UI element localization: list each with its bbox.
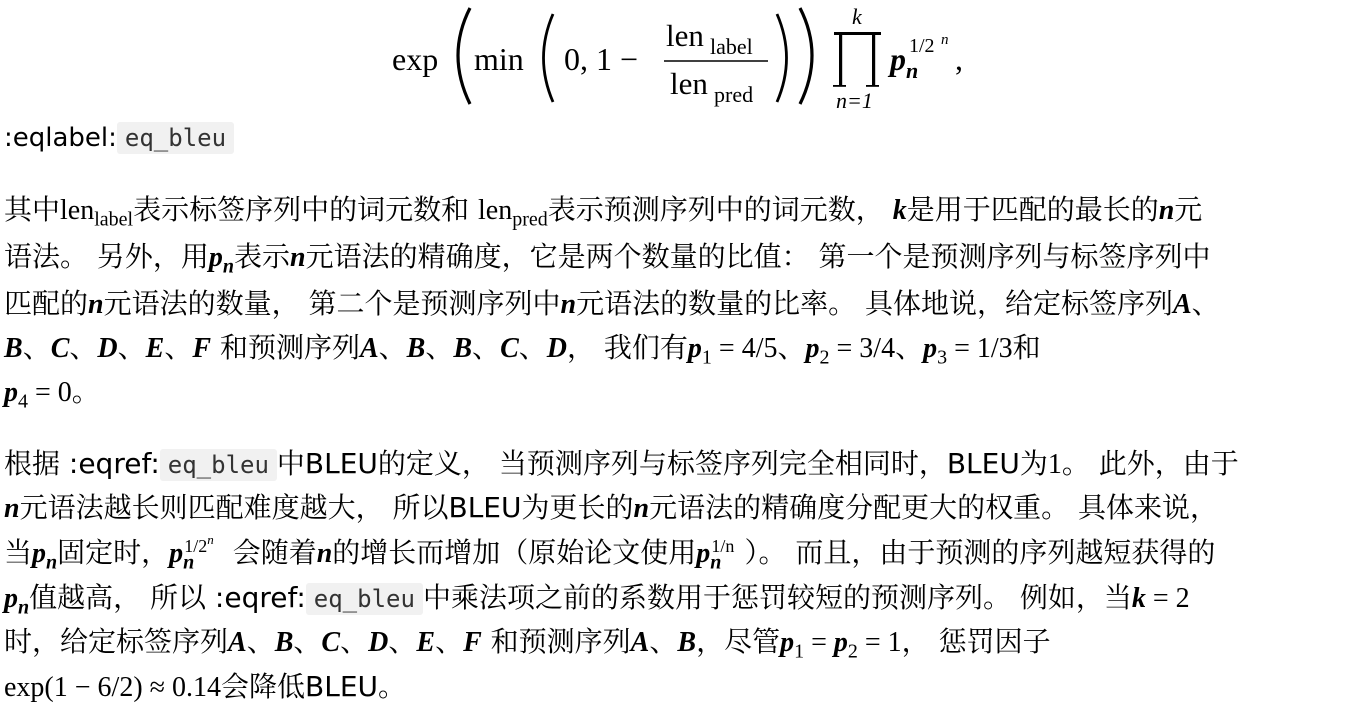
text: 元语法的精确度，它是两个数量的比值： 第一个是预测序列与标签序列中 bbox=[305, 240, 1211, 273]
math-B: B bbox=[4, 333, 23, 364]
math-val: = 4/5 bbox=[711, 333, 778, 364]
math-n: n bbox=[88, 289, 104, 320]
math-p: p bbox=[169, 538, 184, 569]
math-E: E bbox=[416, 627, 436, 658]
sep: 、 bbox=[22, 331, 51, 364]
math-B: B bbox=[453, 333, 473, 364]
text: 元 bbox=[1174, 193, 1203, 226]
text: ， 我们有 bbox=[567, 331, 688, 364]
math-val: = 0 bbox=[28, 377, 72, 408]
p2-line-1 bbox=[4, 447, 1239, 480]
text: 中BLEU的定义， 当预测序列与标签序列完全相同时，BLEU为 bbox=[276, 447, 1048, 480]
sep: 、 bbox=[649, 625, 678, 658]
math-sub: 4 bbox=[18, 390, 28, 413]
text: 语法。 另外，用 bbox=[4, 240, 209, 273]
math-n: n bbox=[290, 242, 306, 273]
sep: 、 bbox=[388, 625, 417, 658]
math-p: p bbox=[4, 583, 18, 614]
math-p: p bbox=[32, 538, 47, 569]
p1-line-1 bbox=[4, 193, 1203, 231]
math-sub: label bbox=[94, 208, 134, 231]
text: 匹配的 bbox=[4, 287, 89, 320]
eqref-code: eq_bleu bbox=[306, 583, 423, 615]
math-val: = 2 bbox=[1145, 583, 1190, 614]
eq-prod-upper: k bbox=[852, 4, 862, 29]
math-B: B bbox=[677, 627, 697, 658]
math-F: F bbox=[463, 627, 482, 658]
sep: 、 bbox=[246, 625, 275, 658]
text: 和预测序列 bbox=[211, 331, 360, 364]
math-sub: n bbox=[222, 255, 235, 278]
text: 根据 :eqref: bbox=[4, 447, 160, 480]
math-p: p bbox=[923, 333, 938, 364]
eq-exp: exp bbox=[392, 41, 439, 77]
math-sub: 2 bbox=[847, 640, 858, 663]
p1-line-5 bbox=[4, 375, 100, 413]
eqlabel-prefix: :eqlabel: bbox=[4, 123, 117, 153]
math-B: B bbox=[406, 333, 426, 364]
eq-den-sub: pred bbox=[714, 82, 754, 107]
text: 、 bbox=[1191, 287, 1220, 320]
eq-comma: , bbox=[955, 41, 963, 77]
math-p: p bbox=[208, 242, 223, 273]
math-sub: n bbox=[183, 551, 195, 574]
math-C: C bbox=[321, 627, 341, 658]
text: 固定时， bbox=[57, 536, 170, 569]
text: ）。 而且，由于预测的序列越短获得的 bbox=[744, 536, 1216, 569]
text: 是用于匹配的最长的 bbox=[906, 193, 1159, 226]
text: ， 惩罚因子 bbox=[901, 625, 1051, 658]
math-p: p bbox=[805, 333, 820, 364]
math-sub: 1 bbox=[794, 640, 805, 663]
text: 和预测序列 bbox=[481, 625, 631, 658]
math-sub: n bbox=[46, 551, 58, 574]
text: 其中 bbox=[4, 193, 61, 226]
math-p: p bbox=[687, 333, 702, 364]
math-D: D bbox=[97, 333, 118, 364]
eqlabel-line bbox=[4, 125, 234, 151]
text: 表示标签序列中的词元数和 bbox=[133, 193, 479, 226]
text: 和 bbox=[1012, 331, 1041, 364]
sep: 、 bbox=[777, 331, 806, 364]
math-n: n bbox=[560, 289, 577, 320]
sep: 、 bbox=[895, 331, 924, 364]
math-n: n bbox=[1158, 195, 1175, 226]
sep: 、 bbox=[69, 331, 98, 364]
p1-line-2 bbox=[4, 240, 1211, 278]
text: 。 此外，由于 bbox=[1061, 447, 1239, 480]
math-k: k bbox=[892, 195, 907, 226]
sep: 、 bbox=[117, 331, 146, 364]
text: 元语法的数量， 第二个是预测序列中 bbox=[103, 287, 561, 320]
math-A: A bbox=[228, 627, 247, 658]
eq-right-paren-outer bbox=[800, 8, 812, 104]
math-p: p bbox=[696, 538, 711, 569]
text: 元语法的精确度分配更大的权重。 具体来说， bbox=[649, 491, 1218, 524]
sep: 、 bbox=[518, 331, 547, 364]
text: 元语法的数量的比率。 具体地说，给定标签序列 bbox=[576, 287, 1173, 320]
sep: 、 bbox=[378, 331, 407, 364]
math-val: = 1/3 bbox=[947, 333, 1013, 364]
math-A: A bbox=[1172, 289, 1192, 320]
text: 元语法越长则匹配难度越大， 所以BLEU为更长的 bbox=[19, 491, 634, 524]
math-sub: 1 bbox=[701, 346, 712, 369]
eq-num-len: len bbox=[666, 18, 704, 53]
math-k: k bbox=[1131, 583, 1146, 614]
math-F: F bbox=[192, 333, 212, 364]
math-p: p bbox=[4, 377, 18, 408]
math-val: = bbox=[804, 627, 834, 658]
eq-min: min bbox=[474, 41, 524, 77]
eq-product-symbol bbox=[833, 32, 881, 87]
math-sup: 1/n bbox=[711, 535, 735, 556]
bleu-equation bbox=[0, 0, 1359, 122]
math-one: 1 bbox=[1047, 449, 1062, 480]
text: 时，给定标签序列 bbox=[4, 625, 229, 658]
math-C: C bbox=[500, 333, 519, 364]
math-A: A bbox=[630, 627, 650, 658]
math-sup: n bbox=[207, 531, 214, 547]
math-sub: n bbox=[710, 551, 722, 574]
sep: 、 bbox=[293, 625, 322, 658]
text: 的增长而增加（原始论文使用 bbox=[332, 536, 697, 569]
eqlabel-code: eq_bleu bbox=[117, 122, 234, 154]
sep: 、 bbox=[340, 625, 369, 658]
text: 值越高， 所以 :eqref: bbox=[29, 581, 306, 614]
math-sub: pred bbox=[512, 208, 548, 231]
math-E: E bbox=[145, 333, 165, 364]
text: 会随着 bbox=[223, 536, 317, 569]
eq-num-sub: label bbox=[710, 34, 753, 59]
text: 表示预测序列中的词元数， bbox=[547, 193, 893, 226]
eqref-code: eq_bleu bbox=[160, 449, 277, 481]
math-val: = 1 bbox=[857, 627, 902, 658]
eq-prod-lower: n=1 bbox=[836, 88, 873, 113]
math-expr: exp(1 − 6/2) ≈ 0.14 bbox=[4, 672, 222, 703]
math-val: = 3/4 bbox=[829, 333, 896, 364]
text: 。 bbox=[71, 375, 100, 408]
math-n: n bbox=[316, 538, 333, 569]
eq-right-paren-inner bbox=[777, 14, 787, 102]
sep: 、 bbox=[425, 331, 454, 364]
p2-line-5 bbox=[4, 625, 1051, 663]
text: ，尽管 bbox=[696, 625, 781, 658]
sep: 、 bbox=[435, 625, 464, 658]
text: 当 bbox=[4, 536, 33, 569]
sep: 、 bbox=[472, 331, 501, 364]
math-sub: 2 bbox=[819, 346, 830, 369]
math-D: D bbox=[368, 627, 389, 658]
math-sub: n bbox=[18, 596, 30, 619]
math-D: D bbox=[546, 333, 567, 364]
math-p: p bbox=[833, 627, 848, 658]
eq-den-len: len bbox=[670, 66, 708, 101]
eq-zero-one-minus: 0, 1 − bbox=[564, 41, 639, 77]
eq-p-sup: 1/2 bbox=[909, 35, 935, 57]
math-n: n bbox=[4, 493, 20, 524]
math-sup: 1/2 bbox=[184, 535, 208, 556]
math-p: p bbox=[780, 627, 795, 658]
eq-p-sub: n bbox=[906, 58, 919, 83]
p1-line-4 bbox=[4, 331, 1041, 369]
eq-left-paren-inner bbox=[544, 14, 554, 102]
eq-left-paren-outer bbox=[458, 8, 470, 104]
p2-line-2 bbox=[4, 491, 1218, 524]
text: 表示 bbox=[234, 240, 291, 273]
math-len: len bbox=[60, 195, 95, 226]
math-len: len bbox=[478, 195, 513, 226]
math-C: C bbox=[50, 333, 70, 364]
eq-p: p bbox=[890, 41, 906, 77]
eq-p-sup-exp: n bbox=[941, 32, 949, 48]
math-A: A bbox=[359, 333, 379, 364]
p1-line-3 bbox=[4, 287, 1220, 320]
text: 会降低BLEU。 bbox=[221, 670, 407, 703]
text: 中乘法项之前的系数用于惩罚较短的预测序列。 例如，当 bbox=[422, 581, 1132, 614]
sep: 、 bbox=[164, 331, 193, 364]
math-sub: 3 bbox=[937, 346, 948, 369]
math-B: B bbox=[274, 627, 294, 658]
math-n: n bbox=[633, 493, 650, 524]
p2-line-6 bbox=[4, 670, 407, 703]
p2-line-4 bbox=[4, 581, 1190, 619]
p2-line-3 bbox=[4, 531, 1216, 574]
